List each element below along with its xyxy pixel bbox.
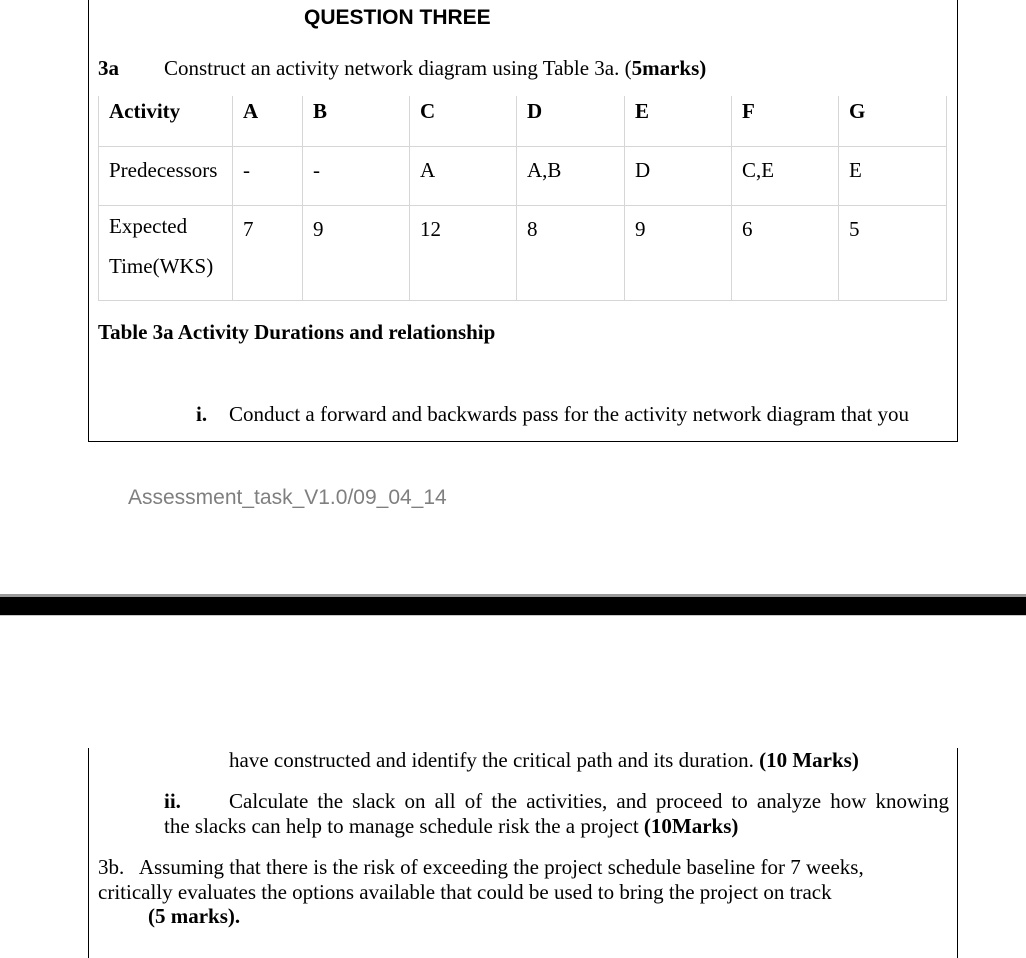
activity-E: E [625,96,732,147]
item-i-line2 [229,748,859,773]
expected-time-label-line1: Expected [109,214,188,238]
item-ii-line2 [164,814,738,839]
activity-D: D [517,96,625,147]
q3b-line2: critically evaluates the options available that could be used to bring the project on track [98,880,832,904]
predecessor-D: A,B [517,147,625,206]
item-i-number: i. [196,402,208,426]
predecessor-E: D [625,147,732,206]
time-F: 6 [732,206,839,301]
q3a-instruction: Construct an activity network diagram using Table 3a. ( [164,56,632,80]
q3a-number: 3a [98,56,119,80]
time-C: 12 [410,206,517,301]
activity-G: G [839,96,947,147]
table-row-activity [99,96,947,147]
predecessor-C: A [410,147,517,206]
time-A: 7 [233,206,303,301]
expected-time-label [99,206,233,301]
item-i-line2-text: have constructed and identify the critical path and its duration. [229,748,760,772]
predecessor-F: C,E [732,147,839,206]
page-footer: Assessment_task_V1.0/09_04_14 [128,486,447,509]
time-G: 5 [839,206,947,301]
item-ii-line2-text: the slacks can help to manage schedule risk the a project [164,814,644,838]
item-i-line1: Conduct a forward and backwards pass for the activity network diagram that you [229,402,909,426]
q3b-line1: 3b. Assuming that there is the risk of exceeding the project schedule baseline for 7 weeks, [98,855,864,879]
predecessors-label: Predecessors [99,147,233,206]
activity-table [98,96,947,301]
page-separator [0,597,1026,615]
predecessor-G: E [839,147,947,206]
table-row-predecessors [99,147,947,206]
item-i-marks: (10 Marks) [759,748,859,772]
table-header-activity: Activity [99,96,233,147]
activity-F: F [732,96,839,147]
page-separator-edge [0,615,1026,616]
predecessor-A: - [233,147,303,206]
activity-C: C [410,96,517,147]
item-ii-line1: Calculate the slack on all of the activities, and proceed to analyze how knowing [229,789,949,813]
item-ii-number: ii. [164,789,181,813]
time-E: 9 [625,206,732,301]
q3a-text [164,56,706,81]
activity-B: B [303,96,410,147]
table-caption: Table 3a Activity Durations and relationship [98,320,496,344]
question-title: QUESTION THREE [304,6,491,29]
time-D: 8 [517,206,625,301]
item-ii-marks: (10Marks) [643,814,739,838]
q3b-marks: (5 marks). [148,904,241,928]
activity-A: A [233,96,303,147]
expected-time-label-line2: Time(WKS) [109,254,214,278]
q3a-marks: 5marks) [631,56,707,80]
table-row-expected-time [99,206,947,301]
time-B: 9 [303,206,410,301]
predecessor-B: - [303,147,410,206]
